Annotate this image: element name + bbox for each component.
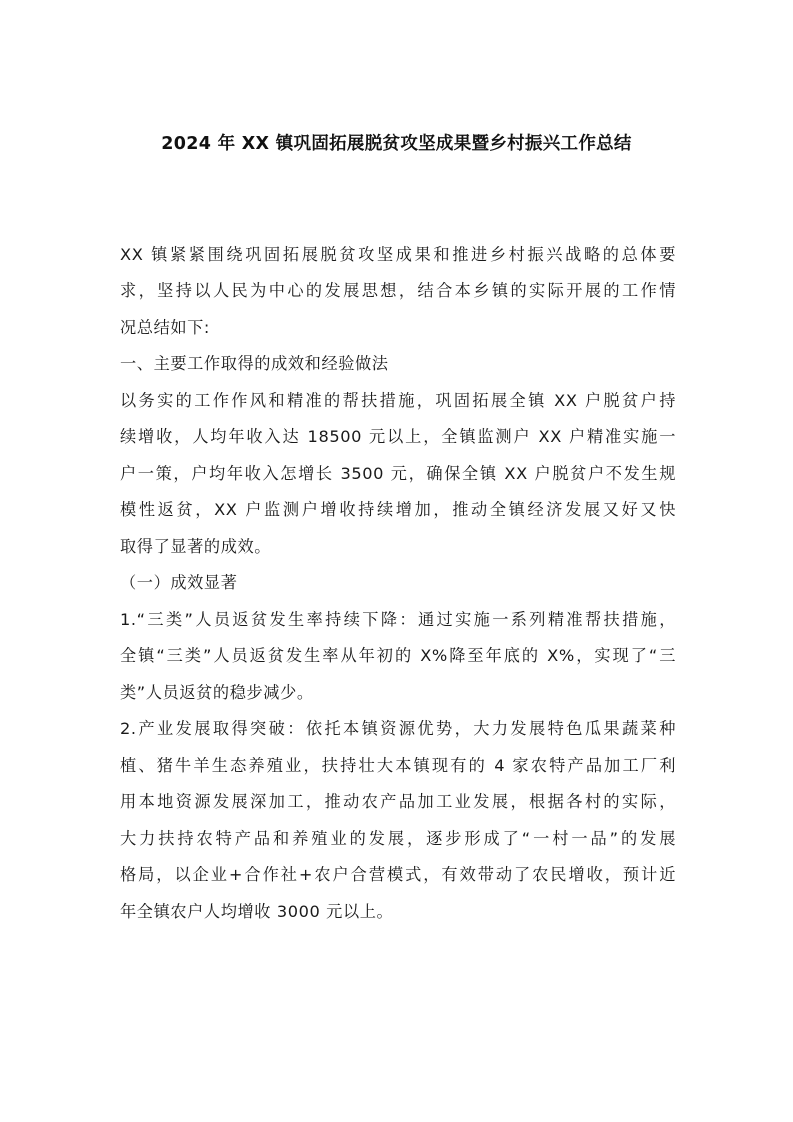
paragraph-line: 1.“三类”人员返贫发生率持续下降：通过实施一系列精准帮扶措施， <box>120 609 676 629</box>
document-title: 2024 年 XX 镇巩固拓展脱贫攻坚成果暨乡村振兴工作总结 <box>161 134 632 154</box>
paragraph-line: 2.产业发展取得突破：依托本镇资源优势，大力发展特色瓜果蔬菜种 <box>120 719 676 739</box>
paragraph-line: 格局，以企业+合作社+农户合营模式，有效带动了农民增收，预计近 <box>120 865 676 885</box>
paragraph-line: 取得了显著的成效。 <box>120 536 272 556</box>
paragraph-line: 大力扶持农特产品和养殖业的发展，逐步形成了“一村一品”的发展 <box>120 828 676 848</box>
paragraph-line: 求，坚持以人民为中心的发展思想，结合本乡镇的实际开展的工作情 <box>120 281 676 301</box>
section-heading: 一、主要工作取得的成效和经验做法 <box>120 354 389 374</box>
paragraph-line: 用本地资源发展深加工，推动农产品加工业发展，根据各村的实际， <box>120 792 676 812</box>
paragraph-line: 类”人员返贫的稳步减少。 <box>120 682 314 702</box>
paragraph-line: 续增收，人均年收入达 18500 元以上，全镇监测户 XX 户精准实施一 <box>120 427 676 447</box>
paragraph-line: 以务实的工作作风和精准的帮扶措施，巩固拓展全镇 XX 户脱贫户持 <box>120 390 676 410</box>
document-body <box>120 240 676 933</box>
paragraph-line: 全镇“三类”人员返贫发生率从年初的 X%降至年底的 X%，实现了“三 <box>120 646 676 666</box>
paragraph-line: 况总结如下: <box>120 317 210 337</box>
paragraph-line: XX 镇紧紧围绕巩固拓展脱贫攻坚成果和推进乡村振兴战略的总体要 <box>120 245 677 264</box>
paragraph-line: 模性返贫，XX 户监测户增收持续增加，推动全镇经济发展又好又快 <box>120 500 676 520</box>
paragraph-line: 植、猪牛羊生态养殖业，扶持壮大本镇现有的 4 家农特产品加工厂利 <box>120 755 676 775</box>
subsection-heading: （一）成效显著 <box>120 573 238 593</box>
paragraph-line: 户一策，户均年收入怎增长 3500 元，确保全镇 XX 户脱贫户不发生规 <box>120 463 676 483</box>
paragraph-line: 年全镇农户人均增收 3000 元以上。 <box>120 901 394 921</box>
